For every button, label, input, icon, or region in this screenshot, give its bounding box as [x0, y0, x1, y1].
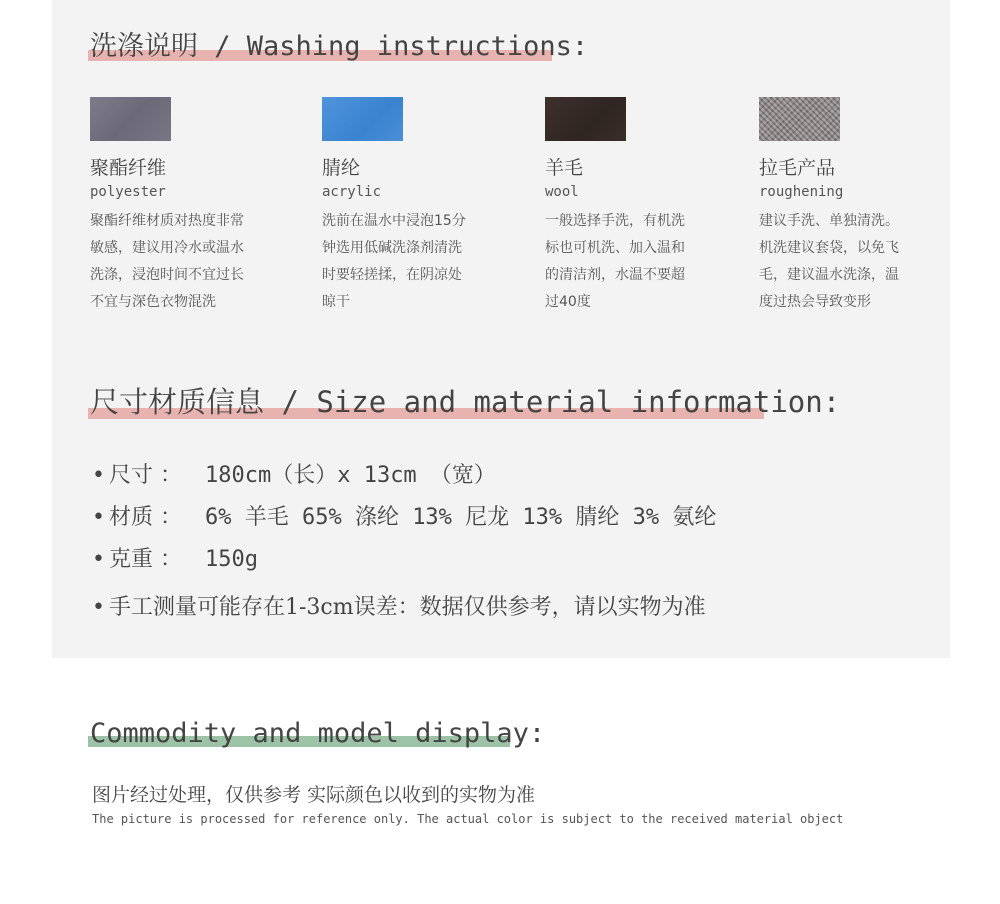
- acrylic-swatch: [322, 97, 403, 141]
- fabric-card-acrylic: [322, 97, 512, 316]
- desc-line: 晾干: [322, 294, 350, 310]
- spec-label: 克重 ：: [108, 547, 182, 572]
- desc-line: 钟选用低碱洗涤剂清洗: [322, 240, 462, 256]
- desc-line: 标也可机洗、加入温和: [545, 240, 685, 256]
- desc-line: 聚酯纤维材质对热度非常: [90, 213, 244, 229]
- fabric-card-wool: [545, 97, 735, 316]
- fabric-card-roughening: [759, 97, 949, 316]
- spec-weight: [92, 542, 258, 573]
- polyester-swatch: [90, 97, 171, 141]
- display-heading: [90, 718, 545, 749]
- wool-swatch: [545, 97, 626, 141]
- desc-line: 毛，建议温水洗涤，温: [759, 267, 899, 283]
- display-title: Commodity and model display:: [90, 718, 546, 749]
- fabric-english-name: acrylic: [322, 184, 382, 200]
- bullet: •: [92, 595, 105, 620]
- roughening-swatch: [759, 97, 840, 141]
- size-heading: [90, 380, 840, 421]
- display-note-chinese: 图片经过处理，仅供参考 实际颜色以收到的实物为准: [92, 784, 536, 806]
- desc-line: 的清洁剂，水温不要超: [545, 267, 685, 283]
- spec-value: 150g: [204, 547, 258, 572]
- fabric-english-name: wool: [545, 184, 579, 200]
- size-title: 尺寸材质信息 / Size and material information:: [90, 385, 841, 419]
- spec-size: [92, 458, 496, 489]
- fabric-description: [322, 208, 512, 316]
- desc-line: 度过热会导致变形: [759, 294, 871, 310]
- washing-heading: [90, 24, 588, 63]
- fabric-english-name: roughening: [759, 184, 844, 200]
- fabric-name: 拉毛产品: [759, 157, 836, 179]
- desc-line: 敏感，建议用冷水或温水: [90, 240, 244, 256]
- desc-line: 不宜与深色衣物混洗: [90, 294, 216, 310]
- fabric-description: [90, 208, 280, 316]
- desc-line: 建议手洗、单独清洗。: [759, 213, 899, 229]
- desc-line: 洗涤，浸泡时间不宜过长: [90, 267, 244, 283]
- bullet: •: [92, 505, 105, 530]
- display-note-english: The picture is processed for reference only. The actual color is subject to the received material object: [92, 812, 844, 826]
- fabric-name: 腈纶: [322, 157, 361, 179]
- desc-line: 一般选择手洗，有机洗: [545, 213, 685, 229]
- bullet: •: [92, 463, 105, 488]
- spec-value: 6% 羊毛 65% 涤纶 13% 尼龙 13% 腈纶 3% 氨纶: [204, 505, 717, 530]
- desc-line: 时要轻搓揉，在阴凉处: [322, 267, 462, 283]
- fabric-description: [759, 208, 949, 316]
- desc-line: 洗前在温水中浸泡15分: [322, 213, 466, 229]
- spec-label: 材质 ：: [108, 505, 182, 530]
- measurement-note: 手工测量可能存在1-3cm误差：数据仅供参考，请以实物为准: [108, 595, 706, 620]
- desc-line: 机洗建议套袋，以免飞: [759, 240, 899, 256]
- fabric-name: 羊毛: [545, 157, 584, 179]
- desc-line: 过40度: [545, 294, 591, 310]
- spec-value: 180cm（长）x 13cm （宽）: [204, 463, 496, 488]
- spec-material: [92, 500, 716, 531]
- fabric-name: 聚酯纤维: [90, 157, 167, 179]
- fabric-english-name: polyester: [90, 184, 166, 200]
- bullet: •: [92, 547, 105, 572]
- spec-label: 尺寸 ：: [108, 463, 182, 488]
- washing-title: 洗涤说明 / Washing instructions:: [90, 31, 589, 62]
- fabric-card-polyester: [90, 97, 280, 316]
- fabric-description: [545, 208, 735, 316]
- spec-note: [92, 590, 706, 621]
